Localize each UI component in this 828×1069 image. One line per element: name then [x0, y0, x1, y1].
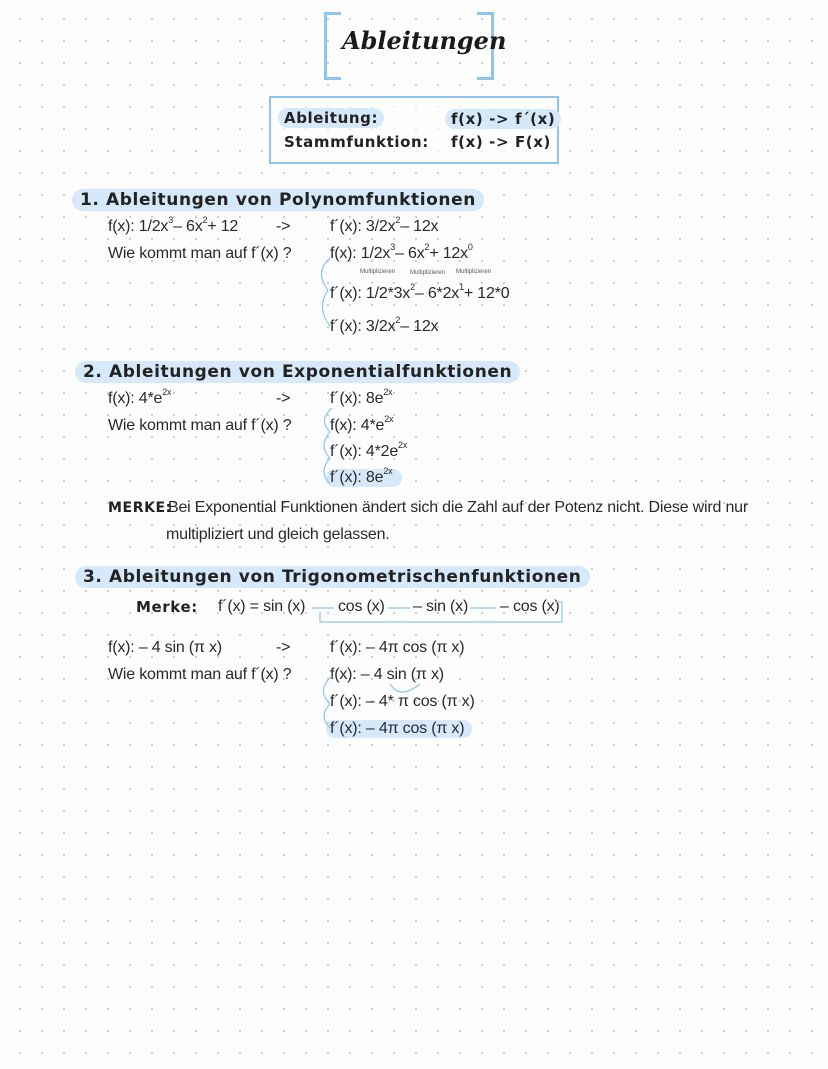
sec2-step1: f(x): $4*e^{2x}$ — [330, 414, 394, 434]
sec1-arrow: -> — [276, 218, 291, 235]
page-title: Ableitungen — [342, 26, 507, 55]
sec3-chain-minus-cos: – cos (x) — [500, 598, 560, 615]
sec1-step3: f´(x): $3/2x^2-$ 12x — [330, 315, 439, 335]
sec1-step1: f(x): $1/2x^3-$ $6x^2+ 12x^0$ — [330, 242, 473, 262]
sec2-merke-line1: Bei Exponential Funktionen ändert sich die Zahl auf der Potenz nicht. Diese wird nur — [168, 499, 748, 516]
box-stammfunktion-value: f(x) -> F(x) — [451, 133, 551, 151]
sec1-question: Wie kommt man auf f´(x) ? — [108, 245, 292, 262]
section2-heading: 2. Ableitungen von Exponentialfunktionen — [75, 361, 520, 383]
sec3-step2: f´(x): – 4* π cos (π x) — [330, 693, 475, 710]
sec3-chain-minus-sin: – sin (x) — [413, 598, 469, 615]
sec2-question: Wie kommt man auf f´(x) ? — [108, 417, 292, 434]
sec3-step1: f(x): – 4 sin (π x) — [330, 666, 444, 683]
box-ableitung-value: f(x) -> f´(x) — [445, 109, 561, 129]
sec3-pi-loop — [390, 684, 420, 692]
multiply-note-3: Multiplizieren — [456, 269, 492, 275]
section3-heading: 3. Ableitungen von Trigonometrischenfunktionen — [75, 566, 590, 588]
sec3-merke-label: Merke: — [136, 598, 198, 616]
sec3-chain-loop — [320, 602, 562, 622]
sec2-given: f(x): $4*e^{2x}$ — [108, 387, 172, 407]
sec3-step3: f´(x): – 4π cos (π x) — [326, 720, 472, 738]
sec3-chain-cos: cos (x) — [338, 598, 385, 615]
sec2-merke-label: MERKE: — [108, 500, 172, 516]
sec2-merke-line2: multipliziert und gleich gelassen. — [166, 526, 390, 543]
sec2-step3: f´(x): $8e^{2x}$ — [326, 469, 402, 487]
sec3-question: Wie kommt man auf f´(x) ? — [108, 666, 292, 683]
multiply-note-1: Multiplizieren — [360, 269, 396, 275]
sec2-arrow: -> — [276, 390, 291, 407]
sec1-result: f´(x): $3/2x^2-$ 12x — [330, 215, 439, 235]
section1-heading: 1. Ableitungen von Polynomfunktionen — [72, 189, 484, 211]
sec1-given: f(x): $1/2x^3-$ $6x^2+ 12$ — [108, 215, 239, 235]
sec2-step2: f´(x): $4*2e^{2x}$ — [330, 440, 408, 460]
sec3-arrow: -> — [276, 639, 291, 656]
sec3-step-connector — [323, 676, 332, 728]
sec3-result: f´(x): – 4π cos (π x) — [330, 639, 465, 656]
box-stammfunktion-label: Stammfunktion: — [284, 133, 429, 151]
sec1-step2: f´(x): $1/2*3x^2-$ $6*2x^1+ 12*0$ — [330, 282, 510, 302]
sec2-result: f´(x): $8e^{2x}$ — [330, 387, 393, 407]
sec1-step-connector — [321, 258, 330, 326]
sec2-step-connector — [324, 408, 332, 484]
box-ableitung-label: Ableitung: — [278, 108, 384, 128]
sec3-chain-start: f´(x) = sin (x) — [218, 598, 306, 615]
sec3-given: f(x): – 4 sin (π x) — [108, 639, 222, 656]
multiply-note-2: Multiplizieren — [410, 270, 446, 276]
